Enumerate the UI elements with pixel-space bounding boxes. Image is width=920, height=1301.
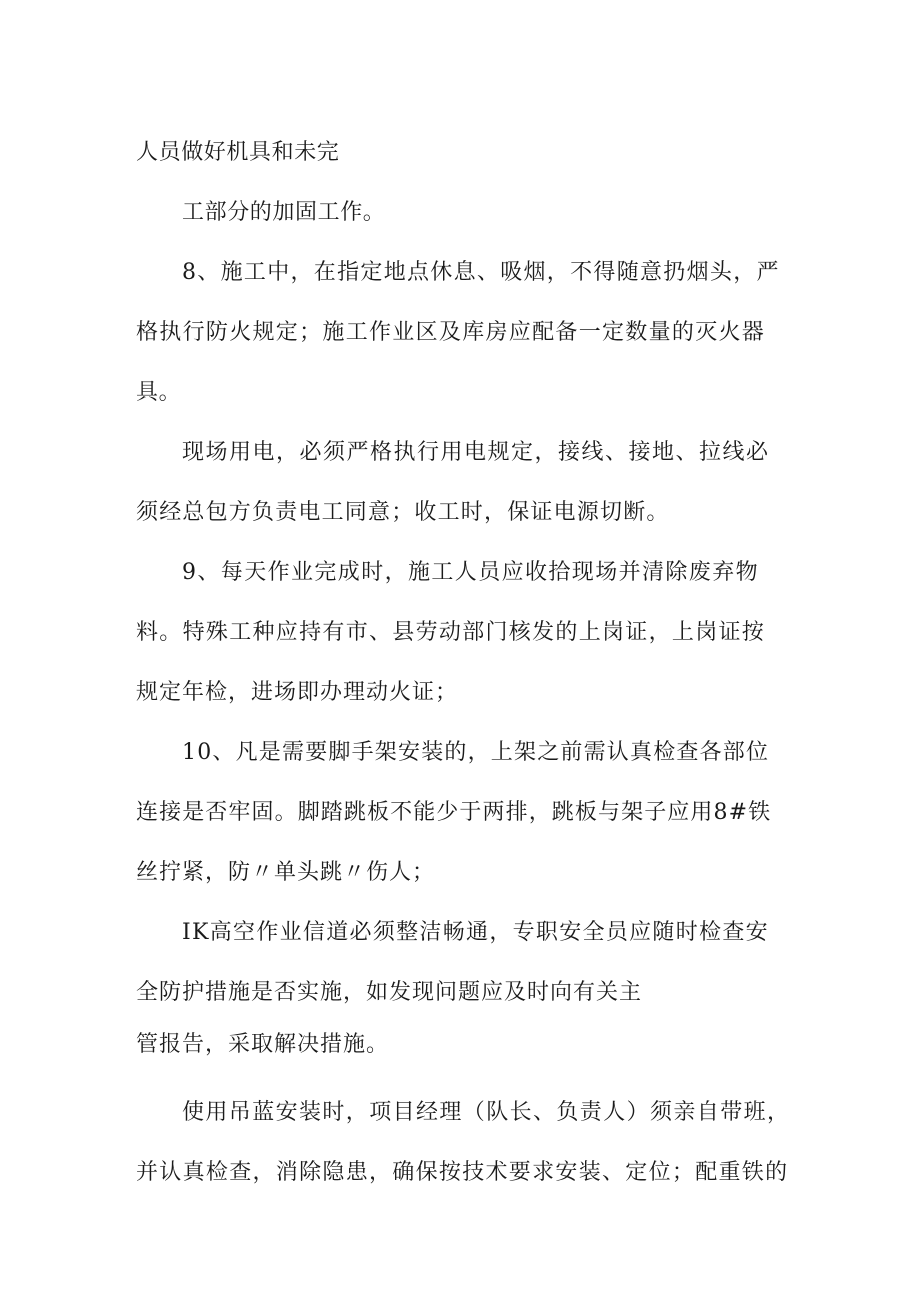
text-line: 规定年检，进场即办理动火证； [136,680,459,705]
text-line: 现场用电，必须严格执行用电规定，接线、接地、拉线必 [182,440,770,465]
text-line: 格执行防火规定；施工作业区及库房应配备一定数量的灭火器 [136,320,766,345]
text-line: IK高空作业信道必须整洁畅通，专职安全员应随时检查安 [182,920,769,945]
text-line: 并认真检查，消除隐患，确保按技术要求安装、定位；配重铁的 [136,1160,789,1185]
text-line: 丝拧紧，防〃单头跳〃伤人； [136,860,436,885]
text-line: 8、施工中，在指定地点休息、吸烟，不得随意扔烟头，严 [182,260,780,285]
text-line: 须经总包方负责电工同意；收工时，保证电源切断。 [136,500,670,525]
text-line: 使用吊蓝安装时，项目经理（队长、负责人）须亲自带班， [182,1100,791,1125]
text-line: 具。 [136,380,182,405]
text-line: 10、凡是需要脚手架安装的，上架之前需认真检查各部位 [182,740,770,765]
text-line: 人员做好机具和未完 [136,140,340,165]
text-line: 管报告，采取解决措施。 [136,1032,390,1057]
text-line: 连接是否牢固。脚踏跳板不能少于两排，跳板与架子应用8#铁 [136,800,772,825]
text-line: 9、每天作业完成时，施工人员应收拾现场并清除废弃物 [182,560,759,585]
text-line: 工部分的加固工作。 [182,200,386,225]
text-line: 全防护措施是否实施，如发现问题应及时向有关主 [136,980,643,1005]
text-line: 料。特殊工种应持有市、县劳动部门核发的上岗证，上岗证按 [136,620,766,645]
